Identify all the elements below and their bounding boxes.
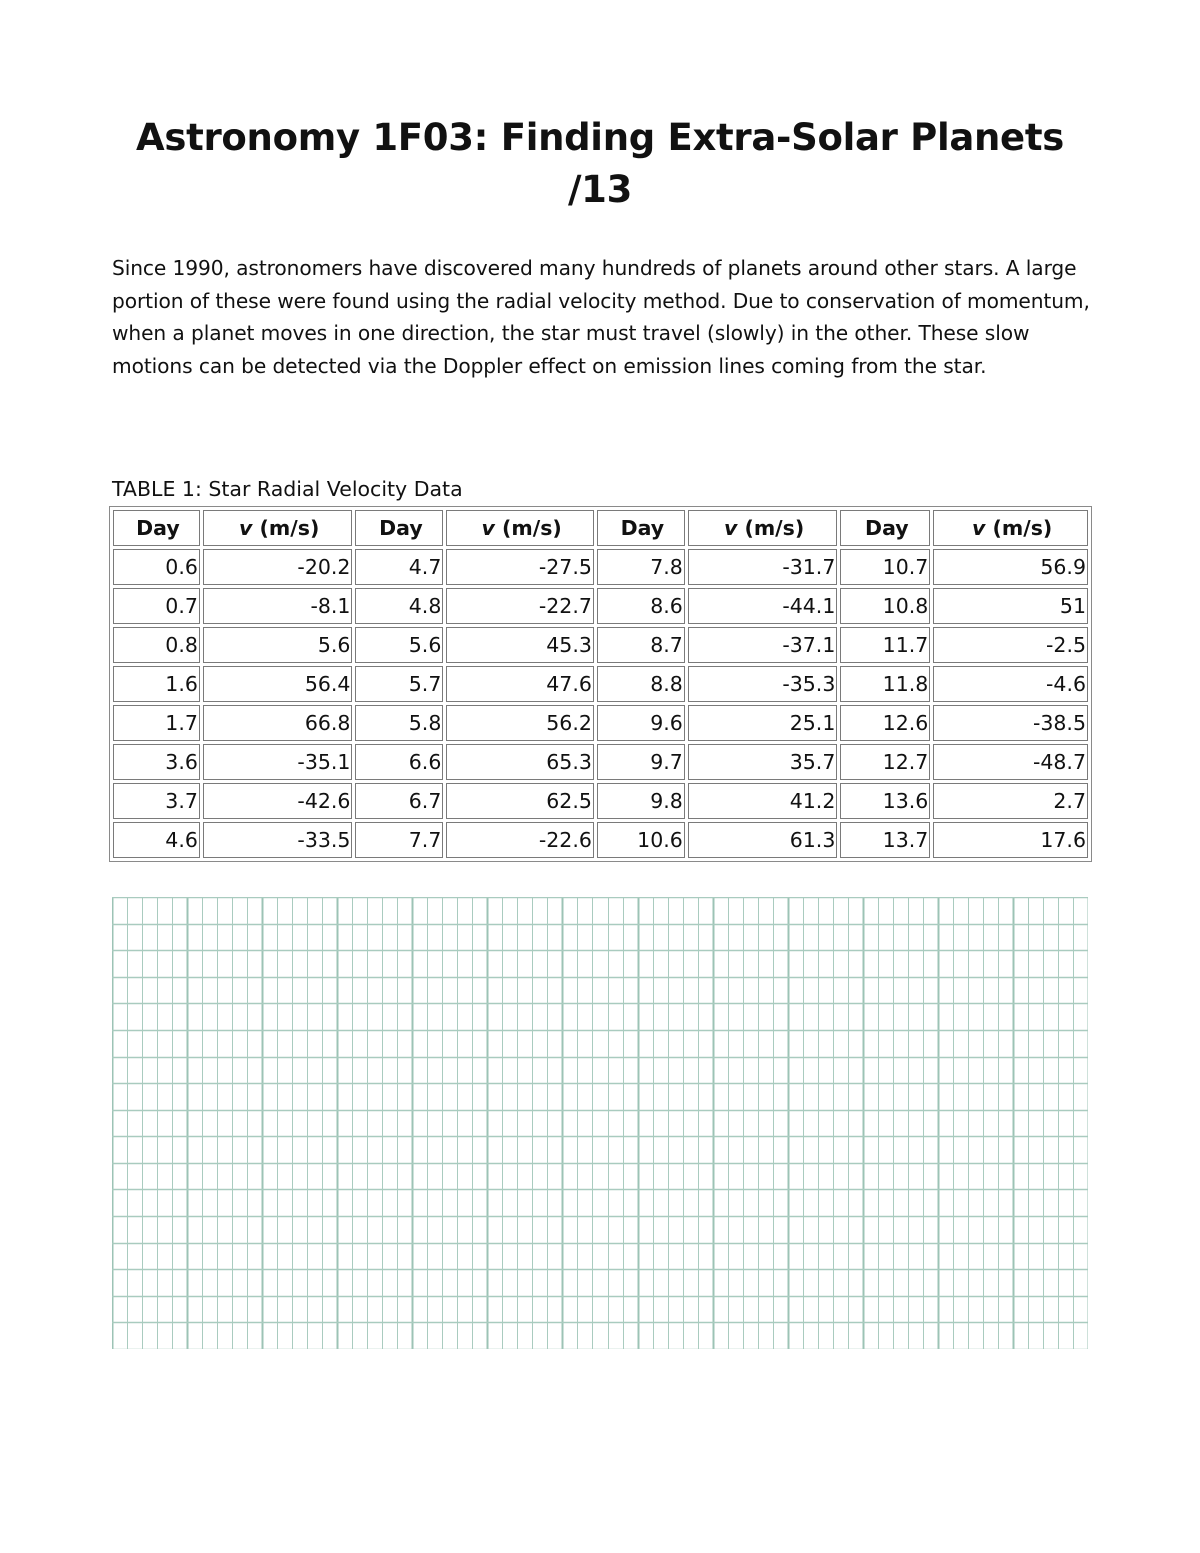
velocity-cell: -27.5	[446, 549, 594, 585]
velocity-cell: -44.1	[688, 588, 838, 624]
table-row	[113, 549, 1088, 585]
day-cell: 8.8	[597, 666, 685, 702]
velocity-cell: -20.2	[203, 549, 353, 585]
day-cell: 4.7	[355, 549, 443, 585]
day-cell: 0.8	[113, 627, 200, 663]
header-unit: (m/s)	[985, 516, 1053, 540]
header-label: Day	[620, 516, 665, 540]
table-row	[113, 705, 1088, 741]
velocity-cell: 2.7	[933, 783, 1088, 819]
day-cell: 8.7	[597, 627, 685, 663]
velocity-cell: -2.5	[933, 627, 1088, 663]
velocity-cell: 56.9	[933, 549, 1088, 585]
header-velocity-symbol: v	[481, 516, 495, 540]
header-label: Day	[136, 516, 180, 540]
day-cell: 5.7	[355, 666, 443, 702]
velocity-cell: -37.1	[688, 627, 838, 663]
day-cell: 3.7	[113, 783, 200, 819]
day-cell: 7.7	[355, 822, 443, 858]
velocity-column-header	[688, 510, 838, 546]
day-cell: 6.6	[355, 744, 443, 780]
table-row	[113, 666, 1088, 702]
header-velocity-symbol: v	[972, 516, 986, 540]
header-unit: (m/s)	[252, 516, 320, 540]
header-label: Day	[379, 516, 423, 540]
velocity-cell: -48.7	[933, 744, 1088, 780]
day-cell: 10.8	[840, 588, 930, 624]
day-cell: 1.7	[113, 705, 200, 741]
velocity-column-header	[446, 510, 594, 546]
velocity-cell: 56.2	[446, 705, 594, 741]
day-cell: 12.6	[840, 705, 930, 741]
velocity-column-header	[203, 510, 353, 546]
velocity-cell: -22.6	[446, 822, 594, 858]
velocity-cell: 25.1	[688, 705, 838, 741]
title-line-2: /13	[567, 168, 633, 211]
day-cell: 9.7	[597, 744, 685, 780]
velocity-cell: 66.8	[203, 705, 353, 741]
day-cell: 13.6	[840, 783, 930, 819]
day-cell: 10.6	[597, 822, 685, 858]
table-caption: TABLE 1: Star Radial Velocity Data	[112, 477, 463, 501]
day-column-header	[113, 510, 200, 546]
day-cell: 0.6	[113, 549, 200, 585]
day-cell: 11.7	[840, 627, 930, 663]
table-header-row	[113, 510, 1088, 546]
velocity-cell: 5.6	[203, 627, 353, 663]
day-cell: 3.6	[113, 744, 200, 780]
header-label: Day	[865, 516, 909, 540]
intro-paragraph: Since 1990, astronomers have discovered many hundreds of planets around other stars. A large portion of these were found using the radial velocity method. Due to conservation of momentum, when a planet moves in one direction, the star must travel (slowly) in the other. These slow motions can be detected via the Doppler effect on emission lines coming from the star.	[112, 256, 1090, 378]
day-cell: 12.7	[840, 744, 930, 780]
velocity-cell: 35.7	[688, 744, 838, 780]
velocity-cell: 51	[933, 588, 1088, 624]
day-column-header	[840, 510, 930, 546]
table-row	[113, 783, 1088, 819]
velocity-cell: -22.7	[446, 588, 594, 624]
table-row	[113, 588, 1088, 624]
header-velocity-symbol: v	[239, 516, 253, 540]
velocity-column-header	[933, 510, 1088, 546]
velocity-cell: 62.5	[446, 783, 594, 819]
day-cell: 8.6	[597, 588, 685, 624]
day-cell: 4.8	[355, 588, 443, 624]
day-cell: 13.7	[840, 822, 930, 858]
day-cell: 10.7	[840, 549, 930, 585]
velocity-cell: -35.1	[203, 744, 353, 780]
day-cell: 4.6	[113, 822, 200, 858]
velocity-cell: -8.1	[203, 588, 353, 624]
table-row	[113, 822, 1088, 858]
day-cell: 9.8	[597, 783, 685, 819]
header-unit: (m/s)	[737, 516, 805, 540]
day-cell: 9.6	[597, 705, 685, 741]
velocity-cell: 61.3	[688, 822, 838, 858]
day-column-header	[597, 510, 685, 546]
velocity-cell: -38.5	[933, 705, 1088, 741]
velocity-cell: -42.6	[203, 783, 353, 819]
graph-paper-grid	[112, 897, 1088, 1349]
velocity-cell: -4.6	[933, 666, 1088, 702]
day-column-header	[355, 510, 443, 546]
day-cell: 1.6	[113, 666, 200, 702]
title-line-1: Astronomy 1F03: Finding Extra-Solar Planets	[136, 116, 1064, 159]
day-cell: 5.6	[355, 627, 443, 663]
velocity-cell: -35.3	[688, 666, 838, 702]
day-cell: 7.8	[597, 549, 685, 585]
velocity-cell: -31.7	[688, 549, 838, 585]
header-velocity-symbol: v	[723, 516, 738, 540]
velocity-cell: 17.6	[933, 822, 1088, 858]
header-unit: (m/s)	[494, 516, 562, 540]
velocity-cell: 45.3	[446, 627, 594, 663]
velocity-cell: 65.3	[446, 744, 594, 780]
day-cell: 5.8	[355, 705, 443, 741]
velocity-cell: -33.5	[203, 822, 353, 858]
table-body	[113, 549, 1088, 858]
day-cell: 0.7	[113, 588, 200, 624]
velocity-cell: 47.6	[446, 666, 594, 702]
day-cell: 11.8	[840, 666, 930, 702]
velocity-cell: 56.4	[203, 666, 353, 702]
radial-velocity-table	[109, 506, 1092, 862]
velocity-cell: 41.2	[688, 783, 838, 819]
document-title	[0, 112, 1200, 216]
day-cell: 6.7	[355, 783, 443, 819]
table-row	[113, 744, 1088, 780]
table-row	[113, 627, 1088, 663]
